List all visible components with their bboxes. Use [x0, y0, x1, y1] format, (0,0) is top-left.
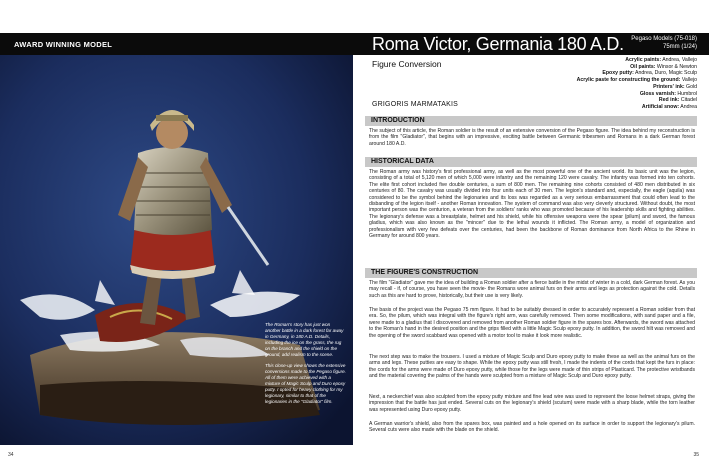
spec-row: Acrylic paste for constructing the ground: Vallejo — [576, 77, 697, 84]
section-heading-historical-data: HISTORICAL DATA — [365, 157, 697, 167]
article-subtitle: Figure Conversion — [372, 59, 442, 69]
history-paragraph: The Roman army was history's first professional army, as well as the most powerful one of the ancient world. Its basic unit was the legion, consisting of a total of 5,120 men of which 5,000 were infantry and the remaining 120 were cavalry. The infantry was formed into ten cohorts. The elite first cohort included five double centuries, a sum of 800 men. The remaining nine cohorts consisted of 480 men distributed in six centuries of 80. The cavalry was usually divided into four units each of 30 men. The legion's standard and, especially, the eagle (aquila) was considered to be the symbol behind the legionaries and its loss was regarded as a very serious embarrassment that could often lead to the disbanding of the legion itself - another Roman innovation. The system of command was also very cleverly structured. Without doubt, the most important person was the centurion, a veteran from the soldiers' ranks who was promoted because of his leadership skills and fighting abilities. The legionary's defense was a breastplate, helmet and his shield, while his offensive weapons were the spear (pilum) and sword, the famous gladius, which was also known as the "mincer" due to the lethal wounds it inflicted. The Roman army, a model of organization and professionalism with very few defeats over the centuries, had been the backbone of Roman dominance from North Africa to the Rhine in Germany for around 800 years. — [369, 169, 695, 240]
article-author: GRIGORIS MARMATAKIS — [372, 101, 458, 108]
spec-row: Oil paints: Winsor & Newton — [630, 63, 697, 70]
materials-list — [577, 57, 697, 111]
caption-paragraph: The Roman's story has just won another battle in a dark forest far away in Germany, in 180 A.D. Details, including the ice on the grass, the rug on the branch and the shield on the ground, add realism to the scene. — [265, 322, 344, 358]
spec-row: Epoxy putty: Andrea, Duro, Magic Sculp — [602, 70, 697, 77]
construction-paragraph: The next step was to make the trousers. I used a mixture of Magic Sculp and Duro epoxy putty to make these as well as the animal furs on the arms and legs. These putties are easy to shape. While the epoxy putty was still fresh, I made the indents of the cords that kept the furs in place: the cords for the arms were made of Duro epoxy putty, while those for the legs were made of thin strips of Plasticard. The protective wristbands and the material covering the palms of the hands were sculpted from a mixture of Magic Sculp and Duro epoxy putty. — [369, 354, 695, 380]
kit-maker: Pegaso Models (75-018) — [631, 36, 697, 42]
section-heading-introduction: INTRODUCTION — [365, 116, 697, 126]
spec-row: Red ink: Citadel — [658, 97, 697, 104]
construction-paragraph: The basis of the project was the Pegaso 75 mm figure. It had to be suitably dressed in order to accurately represent a Roman soldier from that era. So, the pilum, which was integral with the figure's right arm, was carefully removed. Then some modifications, with sand paper and a file, were made to a gladius that I discovered and removed from another Roman soldier figure in the spares box. Afterwards, the sword was attached to the Roman's hand in the desired position and the grips filled with a little Magic Sculp epoxy putty. In addition, the sword hilt was removed and the opening of the sword scabbard was opened with a motor tool to make it look more realistic. — [369, 307, 695, 339]
section-heading-construction: THE FIGURE'S CONSTRUCTION — [365, 268, 697, 278]
photo-caption — [265, 322, 347, 409]
article-title: Roma Victor, Germania 180 A.D. — [372, 34, 624, 54]
caption-paragraph: This close-up view shows the extensive conversions made to the Pegaso figure. All of them were achieved with a mixture of Magic Sculp and Duro epoxy putty. I opted for heavy clothing for my legionary, similar to that of the legionaries in the "Gladiator" film. — [265, 362, 346, 405]
page-number-right: 35 — [693, 452, 699, 458]
spec-row: Artificial snow: Andrea — [641, 103, 697, 110]
kit-scale: 75mm (1/24) — [662, 44, 697, 50]
spec-row: Acrylic paints: Andrea, Vallejo — [625, 57, 697, 63]
construction-paragraph: The film "Gladiator" gave me the idea of building a Roman soldier after a fierce battle in the midst of winter in a cold, dark German forest. As you may recall - if, of course, you have seen the movie- the Romans wore animal furs on their arms and legs as protection against the cold. Details such as this are hard to prove, historically, but their use is very likely. — [369, 280, 695, 299]
intro-paragraph: The subject of this article, the Roman soldier is the result of an extensive conversion of the Pegaso figure. The idea behind my reconstruction is from the film "Gladiator", that begins with an impressive, exciting battle between Germanic tribesmen and Romans in a dark German forest around 180 A.D. — [369, 128, 695, 147]
construction-paragraph: A German warrior's shield, also from the spares box, was painted and a hole opened on its surface in order to support the legionary's pilum. Several cuts were also made with the blade on the shield. — [369, 421, 695, 434]
kit-info — [631, 35, 697, 51]
section-label: AWARD WINNING MODEL — [14, 40, 113, 49]
spec-row: Gloss varnish: Humbrol — [639, 90, 697, 97]
construction-paragraph: Next, a neckerchief was also sculpted from the epoxy putty mixture and fine lead wire was used to represent the loose helmet straps, giving the impression that the battle has just ended. Several cuts on the legionary's shield (scutum) were made with a sharp blade, while the torn leather was represented using Duro epoxy putty. — [369, 394, 695, 413]
page-number-left: 34 — [8, 452, 14, 458]
spec-row: Printers' ink: Gold — [653, 83, 697, 90]
